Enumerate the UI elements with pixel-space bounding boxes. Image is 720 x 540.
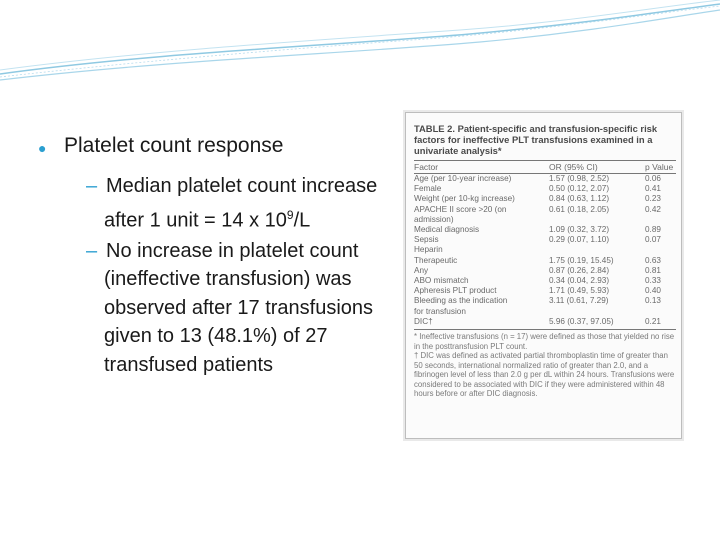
- p-value-cell: 0.41: [645, 184, 661, 194]
- p-value-cell: 0.40: [645, 286, 661, 296]
- factor-cell: Female: [414, 184, 442, 194]
- table-row: [414, 184, 676, 194]
- header-factor: Factor: [414, 162, 439, 172]
- factor-cell: for transfusion: [414, 306, 466, 316]
- table-divider: [414, 329, 676, 330]
- main-bullet-text: Platelet count response: [64, 134, 284, 157]
- table-row: [414, 194, 676, 204]
- p-value-cell: 0.07: [645, 235, 661, 245]
- table-note: * Ineffective transfusions (n = 17) were defined as those that yielded no rise in the posttransfusion PLT count.: [414, 332, 675, 351]
- or-cell: 5.96 (0.37, 97.05): [549, 316, 614, 326]
- factor-cell: Heparin: [414, 245, 443, 255]
- p-value-cell: 0.06: [645, 174, 661, 183]
- risk-factor-table: [405, 112, 682, 439]
- p-value-cell: 0.21: [645, 316, 661, 326]
- p-value-cell: 0.33: [645, 276, 661, 285]
- or-cell: 1.57 (0.98, 2.52): [549, 174, 610, 183]
- table-row: [414, 225, 676, 235]
- table-row: [414, 174, 676, 184]
- factor-cell: Sepsis: [414, 235, 439, 245]
- sub-bullet-2: [86, 237, 383, 380]
- sub-bullet-1-unit: /L: [293, 209, 311, 232]
- or-cell: 0.84 (0.63, 1.12): [549, 194, 610, 204]
- table-row: [414, 286, 676, 296]
- sub-bullet-1-text: Median platelet count increase after 1 unit = 14 x 10: [104, 175, 378, 232]
- factor-cell: Therapeutic: [414, 255, 458, 265]
- p-value-cell: 0.13: [645, 296, 661, 306]
- bullet-list: [38, 132, 383, 379]
- factor-cell: Weight (per 10-kg increase): [414, 194, 515, 204]
- header-wave-decoration: [0, 0, 720, 90]
- p-value-cell: 0.63: [645, 255, 661, 265]
- p-value-cell: 0.23: [645, 194, 661, 204]
- factor-cell: ABO mismatch: [414, 276, 469, 285]
- p-value-cell: 0.42: [645, 204, 661, 214]
- sub-bullet-1: [86, 172, 383, 235]
- factor-cell: Bleeding as the indication: [414, 296, 508, 306]
- factor-cell: admission): [414, 214, 454, 224]
- or-cell: 0.29 (0.07, 1.10): [549, 235, 610, 245]
- table-row: [414, 205, 676, 215]
- factor-cell: Age (per 10-year increase): [414, 174, 512, 183]
- bullet-dot-icon: ●: [38, 140, 47, 156]
- sub-bullet-2-text: No increase in platelet count (ineffective transfusion) was observed after 17 transfusions given to 13 (48.1%) of 27 transfused patients: [104, 239, 374, 376]
- dash-icon: –: [86, 175, 98, 197]
- p-value-cell: 0.81: [645, 265, 661, 275]
- table-row: [414, 245, 676, 255]
- or-cell: 0.87 (0.26, 2.84): [549, 265, 610, 275]
- table-row: [414, 317, 676, 327]
- table-row: [414, 296, 676, 306]
- or-cell: 3.11 (0.61, 7.29): [549, 296, 609, 306]
- table-header: [414, 160, 676, 174]
- table-row: [414, 215, 676, 225]
- header-or: OR (95% CI): [549, 162, 598, 172]
- table-row: [414, 307, 676, 317]
- or-cell: 0.50 (0.12, 2.07): [549, 184, 610, 194]
- table-row: [414, 266, 676, 276]
- factor-cell: Any: [414, 265, 429, 275]
- or-cell: 1.75 (0.19, 15.45): [549, 255, 614, 265]
- main-bullet: [38, 132, 383, 162]
- header-p: p Value: [645, 162, 674, 172]
- table-caption: TABLE 2. Patient-specific and transfusion-specific risk factors for ineffective PLT transfusions examined in a univariate analysis*: [414, 123, 658, 156]
- table-row: [414, 276, 676, 286]
- factor-cell: Medical diagnosis: [414, 225, 480, 234]
- table-row: [414, 256, 676, 266]
- table-row: [414, 235, 676, 245]
- table-note: † DIC was defined as activated partial thromboplastin time of greater than 50 seconds, international normalized ratio of greater than 2.0, and a fibrinogen level of less than 2.0 g per dL within 24 hours. Transfusions were considered to be associated with DIC if they were administered within 48 hours before or after DIC diagnosis.: [414, 351, 675, 399]
- exponent: 9: [286, 207, 294, 222]
- factor-cell: DIC†: [414, 316, 433, 326]
- or-cell: 0.34 (0.04, 2.93): [549, 276, 610, 285]
- factor-cell: APACHE II score >20 (on: [414, 204, 507, 214]
- factor-cell: Apheresis PLT product: [414, 286, 497, 296]
- p-value-cell: 0.89: [645, 225, 661, 234]
- or-cell: 0.61 (0.18, 2.05): [549, 204, 610, 214]
- or-cell: 1.09 (0.32, 3.72): [549, 225, 610, 234]
- or-cell: 1.71 (0.49, 5.93): [549, 286, 610, 296]
- dash-icon: –: [86, 239, 98, 262]
